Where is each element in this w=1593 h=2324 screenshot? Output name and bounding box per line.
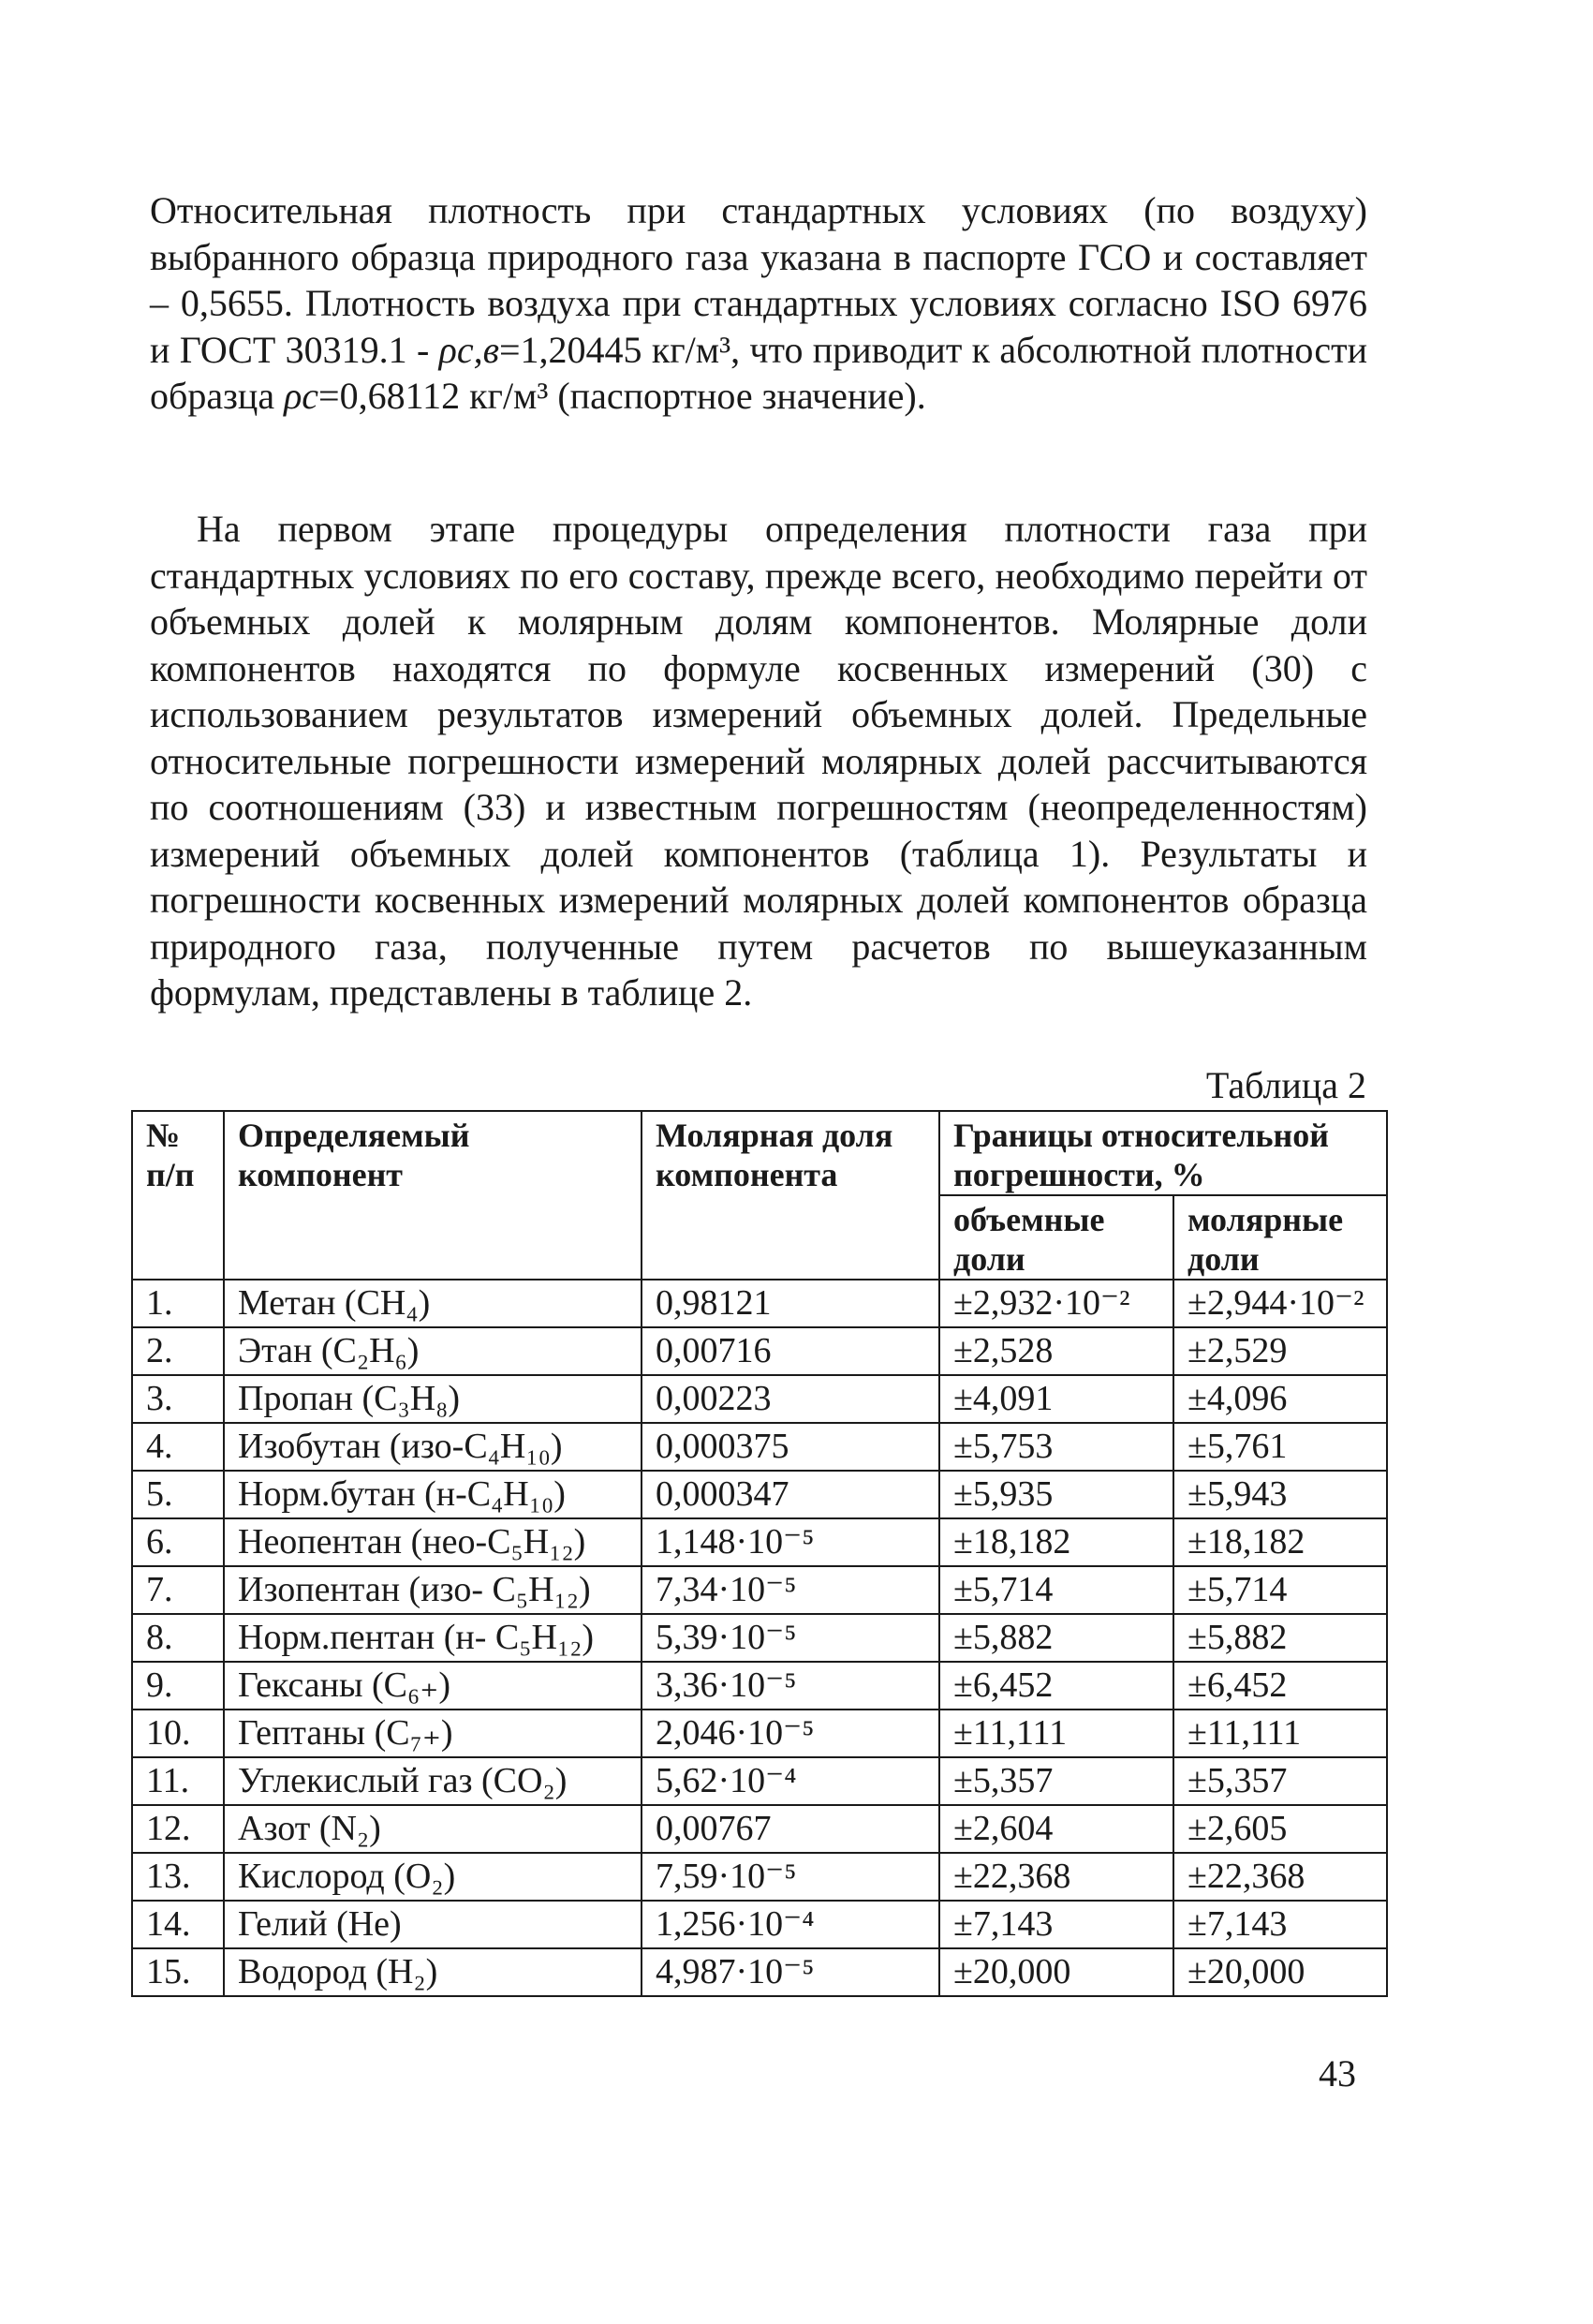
table-row <box>132 1327 1387 1375</box>
cell-num: 13. <box>132 1853 224 1901</box>
cell-component: Гептаны (C₇₊) <box>224 1710 642 1757</box>
cell-molar-error: ±20,000 <box>1173 1948 1387 1996</box>
cell-volume-error: ±5,935 <box>939 1471 1173 1518</box>
cell-volume-error: ±18,182 <box>939 1518 1173 1566</box>
cell-molar-error: ±5,357 <box>1173 1757 1387 1805</box>
table-caption: Таблица 2 <box>1205 1064 1366 1106</box>
cell-num: 3. <box>132 1375 224 1423</box>
cell-component: Изопентан (изо- C₅H₁₂) <box>224 1566 642 1614</box>
table-row <box>132 1566 1387 1614</box>
cell-molar-error: ±5,882 <box>1173 1614 1387 1662</box>
cell-num: 10. <box>132 1710 224 1757</box>
cell-volume-error: ±20,000 <box>939 1948 1173 1996</box>
paragraph-procedure: На первом этапе процедуры определения плотности газа при стандартных условиях по его составу, прежде всего, необходимо перейти от объемных долей к молярным долям компонентов. Молярные доли компонентов находятся по формуле косвенных измерений (30) с использованием результатов измерений объемных долей. Предельные относительные погрешности измерений молярных долей рассчитываются по соотношениям (33) и известным погрешностям (неопределенностям) измерений объемных долей компонентов (таблица 1). Результаты и погрешности косвенных измерений молярных долей компонентов образца природного газа, полученные путем расчетов по вышеуказанным формулам, представлены в таблице 2. <box>150 508 1367 1014</box>
paragraph-density-text-c: =0,68112 кг/м³ (паспортное значение). <box>318 375 926 417</box>
header-num: № п/п <box>132 1111 224 1280</box>
cell-num: 7. <box>132 1566 224 1614</box>
cell-molar-error: ±7,143 <box>1173 1901 1387 1948</box>
cell-molar-error: ±5,714 <box>1173 1566 1387 1614</box>
cell-component: Углекислый газ (CO₂) <box>224 1757 642 1805</box>
table-row <box>132 1662 1387 1710</box>
cell-volume-error: ±7,143 <box>939 1901 1173 1948</box>
cell-molar-fraction: 7,34·10⁻⁵ <box>642 1566 939 1614</box>
paragraph-density-text-a: Относительная плотность при стандартных условиях (по воздуху) выбранного образца природного газа указана в паспорте ГСО и составляет – 0,5655. Плотность воздуха при стандартных условиях согласно ISO 6976 и ГОСТ 30319.1 - <box>150 189 1367 371</box>
cell-molar-fraction: 0,00223 <box>642 1375 939 1423</box>
cell-molar-error: ±5,943 <box>1173 1471 1387 1518</box>
table-row <box>132 1853 1387 1901</box>
table-body <box>132 1280 1387 1996</box>
cell-component: Пропан (C₃H₈) <box>224 1375 642 1423</box>
header-molar-fractions: молярные доли <box>1173 1195 1387 1280</box>
cell-molar-error: ±6,452 <box>1173 1662 1387 1710</box>
table-row <box>132 1948 1387 1996</box>
cell-molar-error: ±4,096 <box>1173 1375 1387 1423</box>
formula-air-density: ρс,в <box>438 328 499 371</box>
cell-volume-error: ±2,932·10⁻² <box>939 1280 1173 1327</box>
cell-volume-error: ±5,714 <box>939 1566 1173 1614</box>
cell-volume-error: ±2,604 <box>939 1805 1173 1853</box>
cell-volume-error: ±11,111 <box>939 1710 1173 1757</box>
cell-component: Водород (H₂) <box>224 1948 642 1996</box>
cell-volume-error: ±2,528 <box>939 1327 1173 1375</box>
cell-component: Азот (N₂) <box>224 1805 642 1853</box>
cell-num: 6. <box>132 1518 224 1566</box>
cell-component: Метан (CH₄) <box>224 1280 642 1327</box>
cell-molar-error: ±22,368 <box>1173 1853 1387 1901</box>
cell-component: Этан (C₂H₆) <box>224 1327 642 1375</box>
table-row <box>132 1757 1387 1805</box>
paragraph-density-text-b: =1,20445 кг/м³, что приводит к абсолютной плотности образца <box>150 328 1368 417</box>
cell-molar-fraction: 5,62·10⁻⁴ <box>642 1757 939 1805</box>
page-number: 43 <box>1319 2052 1356 2095</box>
cell-num: 8. <box>132 1614 224 1662</box>
cell-volume-error: ±5,753 <box>939 1423 1173 1471</box>
cell-num: 1. <box>132 1280 224 1327</box>
cell-component: Гексаны (C₆₊) <box>224 1662 642 1710</box>
cell-volume-error: ±4,091 <box>939 1375 1173 1423</box>
cell-component: Изобутан (изо-C₄H₁₀) <box>224 1423 642 1471</box>
cell-num: 9. <box>132 1662 224 1710</box>
cell-num: 2. <box>132 1327 224 1375</box>
table-row <box>132 1614 1387 1662</box>
cell-component: Неопентан (нео-C₅H₁₂) <box>224 1518 642 1566</box>
cell-volume-error: ±22,368 <box>939 1853 1173 1901</box>
cell-molar-fraction: 0,00767 <box>642 1805 939 1853</box>
cell-num: 14. <box>132 1901 224 1948</box>
cell-molar-fraction: 7,59·10⁻⁵ <box>642 1853 939 1901</box>
cell-component: Норм.пентан (н- C₅H₁₂) <box>224 1614 642 1662</box>
cell-volume-error: ±5,357 <box>939 1757 1173 1805</box>
cell-molar-error: ±18,182 <box>1173 1518 1387 1566</box>
cell-volume-error: ±6,452 <box>939 1662 1173 1710</box>
cell-molar-error: ±5,761 <box>1173 1423 1387 1471</box>
cell-molar-fraction: 4,987·10⁻⁵ <box>642 1948 939 1996</box>
cell-molar-fraction: 2,046·10⁻⁵ <box>642 1710 939 1757</box>
cell-molar-fraction: 0,00716 <box>642 1327 939 1375</box>
header-component: Определяемый компонент <box>224 1111 642 1280</box>
cell-component: Норм.бутан (н-C₄H₁₀) <box>224 1471 642 1518</box>
table-row <box>132 1423 1387 1471</box>
cell-component: Кислород (O₂) <box>224 1853 642 1901</box>
cell-component: Гелий (He) <box>224 1901 642 1948</box>
table-row <box>132 1805 1387 1853</box>
cell-molar-error: ±2,529 <box>1173 1327 1387 1375</box>
table-row <box>132 1375 1387 1423</box>
cell-molar-error: ±2,944·10⁻² <box>1173 1280 1387 1327</box>
table-row <box>132 1471 1387 1518</box>
cell-num: 11. <box>132 1757 224 1805</box>
table-row <box>132 1280 1387 1327</box>
cell-num: 5. <box>132 1471 224 1518</box>
cell-num: 15. <box>132 1948 224 1996</box>
cell-molar-fraction: 0,000347 <box>642 1471 939 1518</box>
formula-sample-density: ρс <box>284 375 319 417</box>
cell-molar-fraction: 3,36·10⁻⁵ <box>642 1662 939 1710</box>
table-row <box>132 1901 1387 1948</box>
cell-molar-error: ±2,605 <box>1173 1805 1387 1853</box>
paragraph-density <box>150 187 1367 420</box>
cell-molar-fraction: 1,256·10⁻⁴ <box>642 1901 939 1948</box>
cell-num: 4. <box>132 1423 224 1471</box>
header-volume-fractions: объемные доли <box>939 1195 1173 1280</box>
results-table <box>131 1110 1388 1997</box>
header-molar-fraction: Молярная доля компонента <box>642 1111 939 1280</box>
cell-molar-fraction: 5,39·10⁻⁵ <box>642 1614 939 1662</box>
header-error-bounds: Границы относительной погрешности, % <box>939 1111 1387 1195</box>
cell-volume-error: ±5,882 <box>939 1614 1173 1662</box>
table-row <box>132 1710 1387 1757</box>
cell-num: 12. <box>132 1805 224 1853</box>
cell-molar-fraction: 1,148·10⁻⁵ <box>642 1518 939 1566</box>
table-row <box>132 1518 1387 1566</box>
cell-molar-error: ±11,111 <box>1173 1710 1387 1757</box>
cell-molar-fraction: 0,98121 <box>642 1280 939 1327</box>
cell-molar-fraction: 0,000375 <box>642 1423 939 1471</box>
